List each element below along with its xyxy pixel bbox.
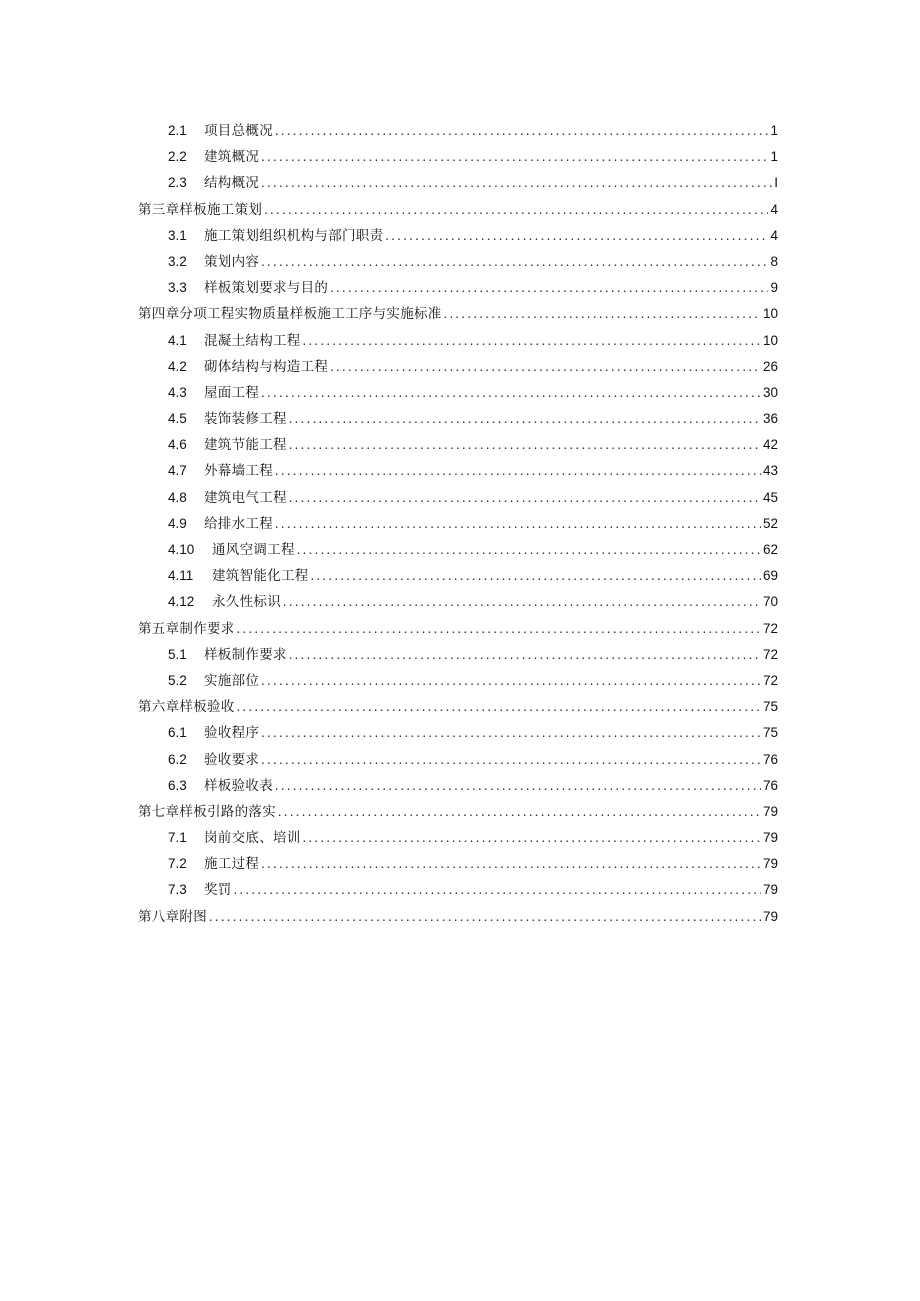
- toc-section-entry[interactable]: [138, 877, 778, 903]
- toc-entry-title: 验收程序: [204, 725, 260, 742]
- toc-dot-leader: [297, 537, 761, 563]
- toc-dot-leader: [275, 118, 768, 144]
- toc-entry-number: 7.3: [168, 882, 187, 898]
- toc-entry-title: 样板制作要求: [204, 646, 287, 663]
- toc-entry-number: 4.6: [168, 437, 187, 453]
- toc-page-number: 4: [770, 201, 778, 217]
- toc-dot-leader: [278, 799, 761, 825]
- toc-entry-number: 6.2: [168, 751, 187, 767]
- toc-entry-title: 外幕墙工程: [204, 463, 273, 480]
- toc-dot-leader: [261, 668, 761, 694]
- toc-entry-number: 2.2: [168, 149, 187, 165]
- toc-dot-leader: [303, 825, 761, 851]
- toc-dot-leader: [237, 694, 761, 720]
- toc-section-entry[interactable]: [138, 642, 778, 668]
- toc-entry-title: 建筑智能化工程: [212, 568, 309, 585]
- toc-entry-title: 永久性标识: [212, 594, 281, 611]
- toc-dot-leader: [261, 144, 768, 170]
- toc-entry-number: 4.8: [168, 489, 187, 505]
- toc-dot-leader: [289, 642, 761, 668]
- toc-entry-number: 3.3: [168, 280, 187, 296]
- toc-section-entry[interactable]: [138, 825, 778, 851]
- toc-page-number: 79: [762, 908, 778, 924]
- toc-section-entry[interactable]: [138, 406, 778, 432]
- toc-entry-title: 实施部位: [204, 672, 260, 689]
- toc-entry-number: 2.1: [168, 123, 187, 138]
- toc-section-entry[interactable]: [138, 773, 778, 799]
- toc-section-entry[interactable]: [138, 249, 778, 275]
- toc-dot-leader: [261, 380, 761, 406]
- toc-chapter-entry[interactable]: [138, 799, 778, 825]
- toc-section-entry[interactable]: [138, 720, 778, 746]
- toc-entry-title: 砌体结构与构造工程: [204, 358, 329, 375]
- toc-dot-leader: [264, 197, 768, 223]
- toc-entry-number: 7.2: [168, 856, 187, 872]
- toc-dot-leader: [261, 249, 768, 275]
- toc-section-entry[interactable]: [138, 144, 778, 170]
- toc-entry-number: 2.3: [168, 175, 187, 191]
- toc-section-entry[interactable]: [138, 223, 778, 249]
- toc-section-entry[interactable]: [138, 458, 778, 484]
- toc-entry-number: 6.1: [168, 725, 187, 741]
- toc-page-number: 75: [762, 699, 778, 715]
- toc-page-number: 70: [762, 594, 778, 610]
- toc-entry-number: 4.12: [168, 594, 195, 610]
- toc-page-number: 36: [762, 411, 778, 427]
- toc-section-entry[interactable]: [138, 118, 778, 144]
- toc-dot-leader: [261, 720, 761, 746]
- toc-dot-leader: [444, 301, 761, 327]
- toc-section-entry[interactable]: [138, 511, 778, 537]
- toc-dot-leader: [275, 511, 761, 537]
- toc-page-number: 10: [762, 306, 778, 322]
- toc-page-number: 1: [770, 149, 778, 165]
- toc-section-entry[interactable]: [138, 354, 778, 380]
- toc-page-number: 72: [762, 646, 778, 662]
- toc-entry-title: 混凝土结构工程: [204, 332, 301, 349]
- toc-section-entry[interactable]: [138, 589, 778, 615]
- toc-chapter-entry[interactable]: [138, 301, 778, 327]
- toc-entry-number: 4.9: [168, 515, 187, 531]
- toc-entry-number: 4.1: [168, 332, 187, 348]
- toc-dot-leader: [385, 223, 768, 249]
- toc-entry-title: 屋面工程: [204, 384, 260, 401]
- toc-page-number: 42: [762, 437, 778, 453]
- toc-page-number: 26: [762, 358, 778, 374]
- toc-dot-leader: [275, 773, 761, 799]
- toc-section-entry[interactable]: [138, 851, 778, 877]
- toc-page-number: 10: [762, 332, 778, 348]
- toc-dot-leader: [261, 747, 761, 773]
- toc-entry-title: 第八章附图: [138, 908, 207, 925]
- toc-chapter-entry[interactable]: [138, 904, 778, 930]
- toc-entry-number: 5.1: [168, 646, 187, 662]
- toc-dot-leader: [289, 485, 761, 511]
- toc-page-number: 43: [762, 463, 778, 479]
- toc-entry-number: 3.2: [168, 253, 187, 269]
- toc-entry-title: 样板验收表: [204, 777, 273, 794]
- toc-page-number: 30: [762, 384, 778, 400]
- toc-page-number: 1: [770, 123, 778, 138]
- toc-entry-number: 4.7: [168, 463, 187, 479]
- toc-entry-title: 施工策划组织机构与部门职责: [204, 227, 384, 244]
- toc-entry-title: 结构概况: [204, 175, 260, 192]
- toc-page-number: 79: [762, 882, 778, 898]
- toc-entry-title: 建筑节能工程: [204, 437, 287, 454]
- toc-entry-title: 建筑电气工程: [204, 489, 287, 506]
- toc-entry-title: 验收要求: [204, 751, 260, 768]
- toc-entry-number: 4.3: [168, 384, 187, 400]
- toc-page-number: 4: [770, 227, 778, 243]
- toc-page-number: 79: [762, 856, 778, 872]
- toc-page-number: 76: [762, 751, 778, 767]
- toc-entry-title: 第六章样板验收: [138, 699, 235, 716]
- toc-page-number: I: [774, 175, 778, 191]
- toc-entry-title: 项目总概况: [204, 123, 273, 139]
- toc-dot-leader: [330, 275, 768, 301]
- toc-page-number: 72: [762, 672, 778, 688]
- toc-entry-title: 样板策划要求与目的: [204, 280, 329, 297]
- toc-section-entry[interactable]: [138, 668, 778, 694]
- toc-dot-leader: [234, 877, 761, 903]
- toc-section-entry[interactable]: [138, 563, 778, 589]
- toc-chapter-entry[interactable]: [138, 616, 778, 642]
- toc-entry-number: 4.2: [168, 358, 187, 374]
- toc-page-number: 79: [762, 830, 778, 846]
- toc-entry-title: 第三章样板施工策划: [138, 201, 263, 218]
- toc-dot-leader: [303, 328, 761, 354]
- toc-entry-number: 7.1: [168, 830, 187, 846]
- toc-section-entry[interactable]: [138, 275, 778, 301]
- toc-section-entry[interactable]: [138, 380, 778, 406]
- toc-page-number: 76: [762, 777, 778, 793]
- toc-dot-leader: [261, 170, 772, 196]
- toc-page-number: 8: [770, 253, 778, 269]
- toc-entry-title: 装饰装修工程: [204, 411, 287, 428]
- table-of-contents: [138, 118, 778, 930]
- toc-entry-title: 第七章样板引路的落实: [138, 803, 276, 820]
- toc-section-entry[interactable]: [138, 328, 778, 354]
- toc-section-entry[interactable]: [138, 170, 778, 196]
- toc-page-number: 62: [762, 542, 778, 557]
- toc-entry-title: 给排水工程: [204, 515, 273, 532]
- toc-entry-title: 岗前交底、培训: [204, 830, 301, 847]
- toc-dot-leader: [311, 563, 761, 589]
- toc-page-number: 72: [762, 620, 778, 636]
- toc-page-number: 45: [762, 489, 778, 505]
- toc-entry-title: 第五章制作要求: [138, 620, 235, 637]
- toc-page-number: 52: [762, 515, 778, 531]
- toc-entry-title: 建筑概况: [204, 149, 260, 166]
- toc-page-number: 69: [762, 568, 778, 584]
- toc-dot-leader: [283, 589, 761, 615]
- toc-entry-title: 通风空调工程: [212, 542, 295, 558]
- toc-page-number: 79: [762, 803, 778, 819]
- toc-dot-leader: [289, 432, 761, 458]
- toc-section-entry[interactable]: [138, 747, 778, 773]
- toc-dot-leader: [209, 904, 761, 930]
- toc-section-entry[interactable]: [138, 485, 778, 511]
- toc-chapter-entry[interactable]: [138, 694, 778, 720]
- toc-entry-number: 5.2: [168, 672, 187, 688]
- toc-page-number: 9: [770, 280, 778, 296]
- toc-entry-number: 6.3: [168, 777, 187, 793]
- toc-entry-title: 策划内容: [204, 253, 260, 270]
- toc-dot-leader: [330, 354, 761, 380]
- toc-dot-leader: [275, 458, 761, 484]
- toc-section-entry[interactable]: [138, 537, 778, 563]
- toc-entry-title: 奖罚: [204, 882, 232, 899]
- toc-entry-number: 4.11: [168, 568, 194, 584]
- toc-entry-title: 施工过程: [204, 856, 260, 873]
- toc-entry-number: 3.1: [168, 227, 187, 243]
- toc-entry-number: 4.5: [168, 411, 187, 427]
- toc-chapter-entry[interactable]: [138, 197, 778, 223]
- toc-page-number: 75: [762, 725, 778, 741]
- toc-dot-leader: [237, 616, 761, 642]
- toc-section-entry[interactable]: [138, 432, 778, 458]
- toc-dot-leader: [261, 851, 761, 877]
- toc-dot-leader: [289, 406, 761, 432]
- toc-entry-title: 第四章分项工程实物质量样板施工工序与实施标准: [138, 306, 442, 323]
- toc-entry-number: 4.10: [168, 542, 195, 557]
